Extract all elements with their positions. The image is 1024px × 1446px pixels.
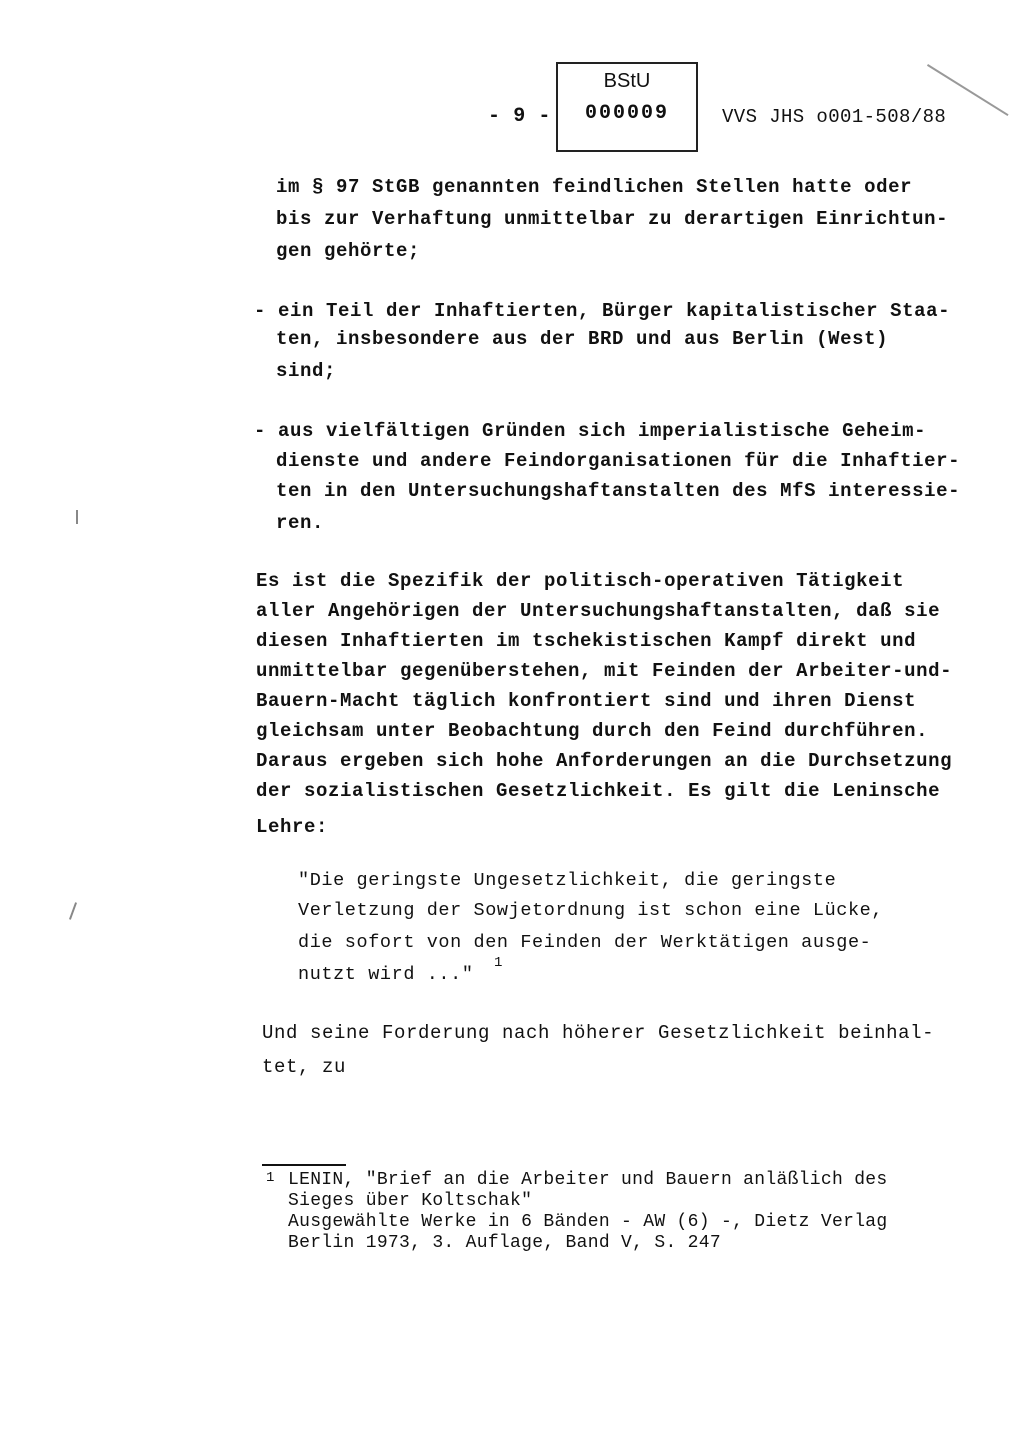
body-line: Daraus ergeben sich hohe Anforderungen an die Durchsetzung (256, 750, 953, 772)
body-line: Und seine Forderung nach höherer Gesetzlichkeit beinhal- (262, 1022, 935, 1044)
body-line: Es ist die Spezifik der politisch-operativen Tätigkeit (256, 570, 905, 592)
stamp-label: BStU (603, 70, 651, 92)
body-line: Bauern-Macht täglich konfrontiert sind und ihren Dienst (256, 690, 917, 712)
body-line: ten in den Untersuchungshaftanstalten des MfS interessie- (276, 480, 961, 502)
body-line: diesen Inhaftierten im tschekistischen Kampf direkt und (256, 630, 917, 652)
body-line: gen gehörte; (276, 240, 421, 262)
body-line: bis zur Verhaftung unmittelbar zu derartigen Einrichtun- (276, 208, 949, 230)
stamp-number: 000009 (584, 102, 669, 125)
body-line: sind; (276, 360, 337, 382)
body-line: dienste und andere Feindorganisationen für die Inhaftier- (276, 450, 961, 472)
body-line: aller Angehörigen der Untersuchungshaftanstalten, daß sie (256, 600, 941, 622)
body-line: Lehre: (256, 816, 329, 838)
footnote-line: Ausgewählte Werke in 6 Bänden - AW (6) -, Dietz Verlag (288, 1212, 888, 1232)
quote-line: nutzt wird ..." (298, 964, 474, 985)
quote-line: Verletzung der Sowjetordnung ist schon eine Lücke, (298, 900, 884, 921)
margin-mark (76, 510, 78, 524)
document-reference: VVS JHS o001-508/88 (722, 106, 947, 128)
quote-line: "Die geringste Ungesetzlichkeit, die geringste (298, 870, 837, 891)
page-number: - 9 - (488, 105, 552, 128)
bullet-item-line: - aus vielfältigen Gründen sich imperialistische Geheim- (254, 420, 927, 442)
quote-line: die sofort von den Feinden der Werktätigen ausge- (298, 932, 872, 953)
body-line: tet, zu (262, 1056, 347, 1078)
footnote-line: Sieges über Koltschak" (288, 1191, 533, 1211)
margin-mark (69, 902, 77, 920)
footnote-reference: 1 (494, 955, 504, 971)
archive-stamp (556, 62, 698, 152)
body-line: im § 97 StGB genannten feindlichen Stellen hatte oder (276, 176, 913, 198)
footnote-line: Berlin 1973, 3. Auflage, Band V, S. 247 (288, 1233, 721, 1253)
footnote-line: LENIN, "Brief an die Arbeiter und Bauern anläßlich des (288, 1170, 888, 1190)
body-line: der sozialistischen Gesetzlichkeit. Es gilt die Leninsche (256, 780, 941, 802)
bullet-item-line: - ein Teil der Inhaftierten, Bürger kapitalistischer Staa- (254, 300, 951, 322)
footnote-rule (262, 1164, 346, 1166)
footnote-marker: 1 (266, 1170, 275, 1186)
body-line: ten, insbesondere aus der BRD und aus Berlin (West) (276, 328, 889, 350)
body-line: unmittelbar gegenüberstehen, mit Feinden der Arbeiter-und- (256, 660, 953, 682)
body-line: ren. (276, 512, 325, 534)
body-line: gleichsam unter Beobachtung durch den Feind durchführen. (256, 720, 929, 742)
